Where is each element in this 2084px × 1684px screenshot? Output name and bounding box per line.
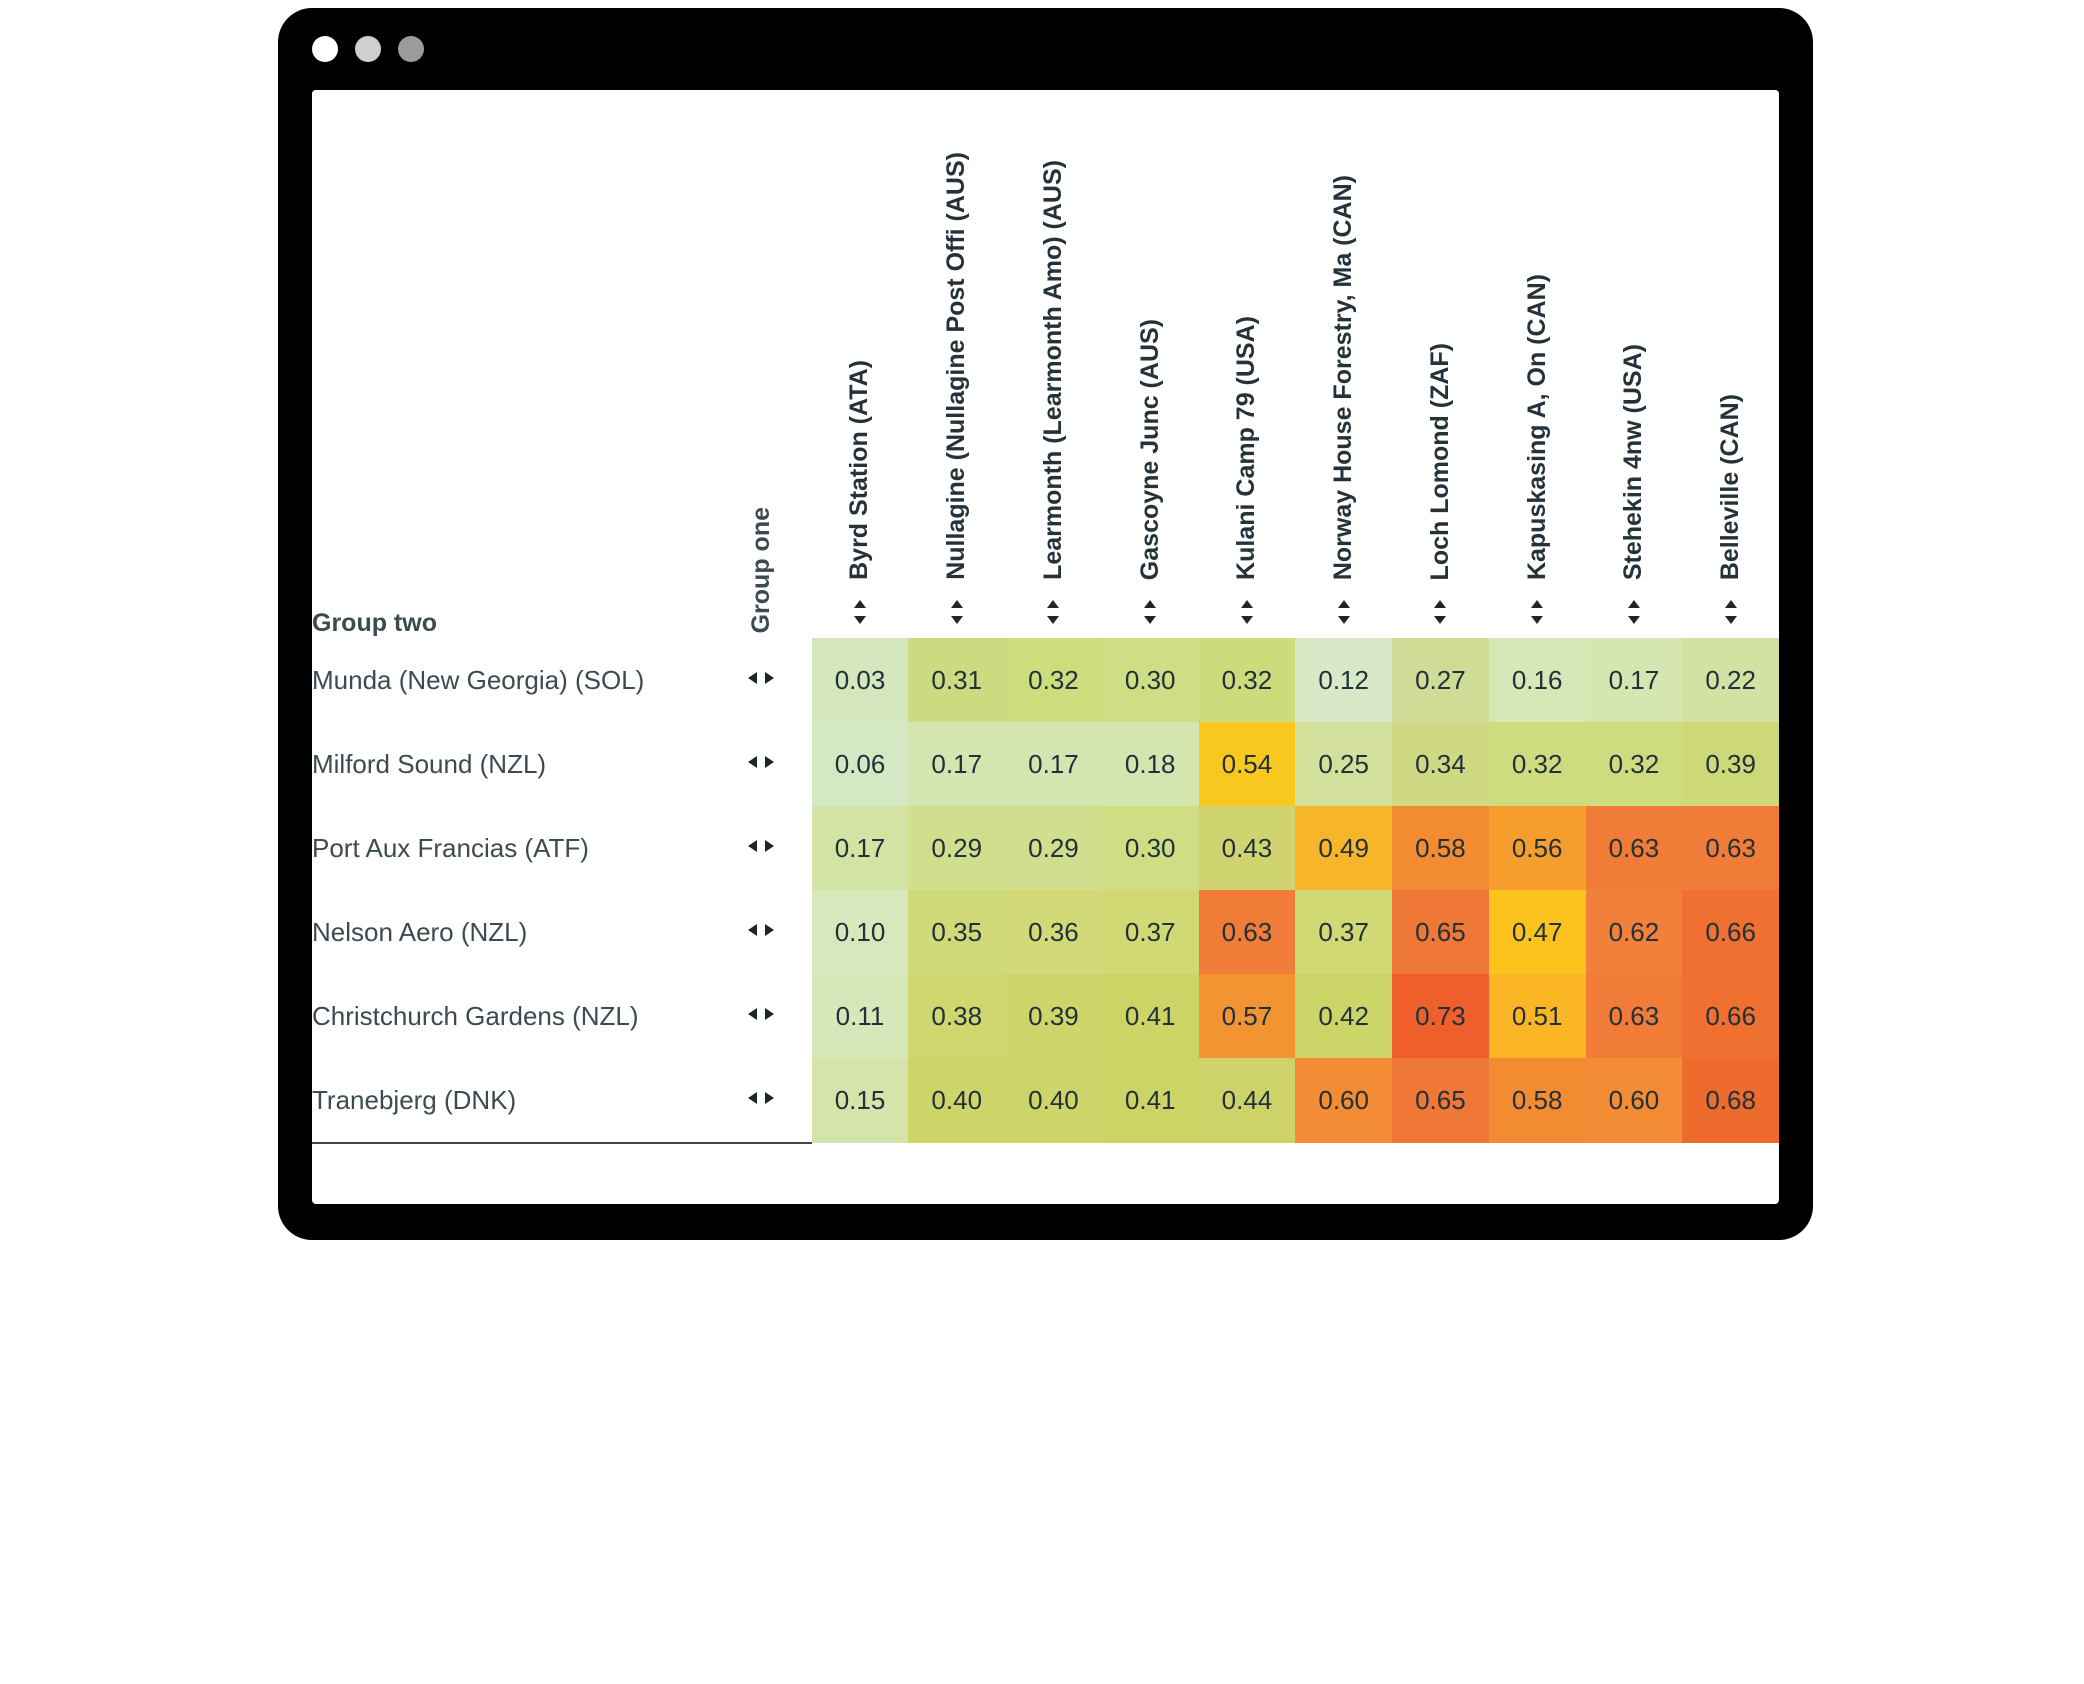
heatmap-cell[interactable]: 0.63 bbox=[1586, 806, 1683, 890]
heatmap-cell[interactable]: 0.32 bbox=[1199, 638, 1296, 722]
heatmap-cell[interactable]: 0.37 bbox=[1295, 890, 1392, 974]
heatmap-cell[interactable]: 0.30 bbox=[1102, 638, 1199, 722]
maximize-icon[interactable] bbox=[398, 36, 424, 62]
heatmap-cell[interactable]: 0.17 bbox=[812, 806, 909, 890]
heatmap-cell[interactable]: 0.17 bbox=[908, 722, 1005, 806]
heatmap-cell[interactable]: 0.17 bbox=[1586, 638, 1683, 722]
heatmap-cell[interactable]: 0.41 bbox=[1102, 974, 1199, 1058]
column-header[interactable] bbox=[1102, 90, 1199, 638]
close-icon[interactable] bbox=[312, 36, 338, 62]
column-header[interactable] bbox=[1586, 90, 1683, 638]
column-header-label: Norway House Forestry, Ma (CAN) bbox=[1329, 174, 1358, 580]
group-one-header bbox=[711, 90, 812, 638]
heatmap-cell[interactable]: 0.41 bbox=[1102, 1058, 1199, 1143]
heatmap-cell[interactable]: 0.11 bbox=[812, 974, 909, 1058]
sort-updown-icon[interactable] bbox=[1334, 598, 1354, 624]
heatmap-cell[interactable]: 0.32 bbox=[1489, 722, 1586, 806]
sort-updown-icon[interactable] bbox=[1624, 598, 1644, 624]
heatmap-cell[interactable]: 0.16 bbox=[1489, 638, 1586, 722]
table-row bbox=[312, 638, 1779, 722]
heatmap-cell[interactable]: 0.60 bbox=[1295, 1058, 1392, 1143]
column-header-label: Gascoyne Junc (AUS) bbox=[1135, 318, 1164, 580]
column-header-label: Nullagine (Nullagine Post Offi (AUS) bbox=[942, 152, 971, 580]
table-header-row bbox=[312, 90, 1779, 638]
column-header-label: Learmonth (Learmonth Amo) (AUS) bbox=[1038, 160, 1067, 580]
column-header[interactable] bbox=[1005, 90, 1102, 638]
heatmap-cell[interactable]: 0.30 bbox=[1102, 806, 1199, 890]
heatmap-cell[interactable]: 0.60 bbox=[1586, 1058, 1683, 1143]
row-sort-handle[interactable] bbox=[711, 806, 812, 890]
row-header-label[interactable]: Port Aux Francias (ATF) bbox=[312, 806, 711, 890]
heatmap-cell[interactable]: 0.31 bbox=[908, 638, 1005, 722]
sort-updown-icon[interactable] bbox=[850, 598, 870, 624]
group-one-label: Group one bbox=[746, 506, 775, 633]
column-header[interactable] bbox=[1489, 90, 1586, 638]
heatmap-table-container bbox=[312, 90, 1779, 1204]
row-sort-handle[interactable] bbox=[711, 722, 812, 806]
heatmap-cell[interactable]: 0.65 bbox=[1392, 1058, 1489, 1143]
heatmap-cell[interactable]: 0.54 bbox=[1199, 722, 1296, 806]
column-header-label: Byrd Station (ATA) bbox=[845, 360, 874, 580]
heatmap-cell[interactable]: 0.43 bbox=[1199, 806, 1296, 890]
row-header-label[interactable]: Nelson Aero (NZL) bbox=[312, 890, 711, 974]
heatmap-cell[interactable]: 0.25 bbox=[1295, 722, 1392, 806]
column-header-label: Belleville (CAN) bbox=[1716, 393, 1745, 580]
heatmap-cell[interactable]: 0.18 bbox=[1102, 722, 1199, 806]
heatmap-cell[interactable]: 0.65 bbox=[1392, 890, 1489, 974]
heatmap-cell[interactable]: 0.58 bbox=[1392, 806, 1489, 890]
heatmap-cell[interactable]: 0.12 bbox=[1295, 638, 1392, 722]
table-row bbox=[312, 722, 1779, 806]
heatmap-cell[interactable]: 0.57 bbox=[1199, 974, 1296, 1058]
heatmap-cell[interactable]: 0.06 bbox=[812, 722, 909, 806]
row-header-label[interactable]: Tranebjerg (DNK) bbox=[312, 1058, 711, 1143]
heatmap-cell[interactable]: 0.66 bbox=[1682, 890, 1779, 974]
minimize-icon[interactable] bbox=[355, 36, 381, 62]
column-header[interactable] bbox=[1392, 90, 1489, 638]
heatmap-cell[interactable]: 0.66 bbox=[1682, 974, 1779, 1058]
heatmap-cell[interactable]: 0.63 bbox=[1682, 806, 1779, 890]
heatmap-cell[interactable]: 0.73 bbox=[1392, 974, 1489, 1058]
heatmap-table bbox=[312, 90, 1779, 1144]
heatmap-cell[interactable]: 0.68 bbox=[1682, 1058, 1779, 1143]
sort-updown-icon[interactable] bbox=[1721, 598, 1741, 624]
heatmap-cell[interactable]: 0.15 bbox=[812, 1058, 909, 1143]
heatmap-cell[interactable]: 0.39 bbox=[1682, 722, 1779, 806]
heatmap-cell[interactable]: 0.10 bbox=[812, 890, 909, 974]
heatmap-cell[interactable]: 0.34 bbox=[1392, 722, 1489, 806]
heatmap-cell[interactable]: 0.56 bbox=[1489, 806, 1586, 890]
window-titlebar bbox=[278, 8, 1813, 90]
row-group-header bbox=[312, 90, 711, 638]
column-header[interactable] bbox=[1199, 90, 1296, 638]
table-row bbox=[312, 974, 1779, 1058]
heatmap-cell[interactable]: 0.37 bbox=[1102, 890, 1199, 974]
sort-updown-icon[interactable] bbox=[947, 598, 967, 624]
row-sort-handle[interactable] bbox=[711, 890, 812, 974]
table-row bbox=[312, 890, 1779, 974]
sort-updown-icon[interactable] bbox=[1043, 598, 1063, 624]
column-header-label: Stehekin 4nw (USA) bbox=[1619, 343, 1648, 580]
row-sort-handle[interactable] bbox=[711, 638, 812, 722]
column-header-label: Kulani Camp 79 (USA) bbox=[1232, 316, 1261, 580]
column-header[interactable] bbox=[812, 90, 909, 638]
heatmap-cell[interactable]: 0.51 bbox=[1489, 974, 1586, 1058]
table-row bbox=[312, 806, 1779, 890]
row-header-label[interactable]: Milford Sound (NZL) bbox=[312, 722, 711, 806]
heatmap-cell[interactable]: 0.63 bbox=[1586, 974, 1683, 1058]
row-header-label[interactable]: Christchurch Gardens (NZL) bbox=[312, 974, 711, 1058]
row-header-label[interactable]: Munda (New Georgia) (SOL) bbox=[312, 638, 711, 722]
heatmap-cell[interactable]: 0.44 bbox=[1199, 1058, 1296, 1143]
group-two-label: Group two bbox=[312, 609, 437, 637]
heatmap-cell[interactable]: 0.40 bbox=[908, 1058, 1005, 1143]
column-header[interactable] bbox=[908, 90, 1005, 638]
heatmap-cell[interactable]: 0.35 bbox=[908, 890, 1005, 974]
row-sort-handle[interactable] bbox=[711, 1058, 812, 1143]
heatmap-cell[interactable]: 0.22 bbox=[1682, 638, 1779, 722]
column-header-label: Kapuskasing A, On (CAN) bbox=[1522, 273, 1551, 580]
heatmap-cell[interactable]: 0.03 bbox=[812, 638, 909, 722]
heatmap-cell[interactable]: 0.39 bbox=[1005, 974, 1102, 1058]
sort-updown-icon[interactable] bbox=[1140, 598, 1160, 624]
heatmap-cell[interactable]: 0.32 bbox=[1586, 722, 1683, 806]
heatmap-cell[interactable]: 0.42 bbox=[1295, 974, 1392, 1058]
heatmap-cell[interactable]: 0.47 bbox=[1489, 890, 1586, 974]
heatmap-cell[interactable]: 0.29 bbox=[1005, 806, 1102, 890]
sort-updown-icon[interactable] bbox=[1430, 598, 1450, 624]
column-header[interactable] bbox=[1295, 90, 1392, 638]
column-header[interactable] bbox=[1682, 90, 1779, 638]
heatmap-cell[interactable]: 0.38 bbox=[908, 974, 1005, 1058]
row-sort-handle[interactable] bbox=[711, 974, 812, 1058]
sort-updown-icon[interactable] bbox=[1527, 598, 1547, 624]
column-header-label: Loch Lomond (ZAF) bbox=[1425, 342, 1454, 580]
heatmap-cell[interactable]: 0.49 bbox=[1295, 806, 1392, 890]
table-body bbox=[312, 638, 1779, 1143]
table-row bbox=[312, 1058, 1779, 1143]
heatmap-cell[interactable]: 0.62 bbox=[1586, 890, 1683, 974]
heatmap-cell[interactable]: 0.27 bbox=[1392, 638, 1489, 722]
heatmap-cell[interactable]: 0.58 bbox=[1489, 1058, 1586, 1143]
heatmap-cell[interactable]: 0.17 bbox=[1005, 722, 1102, 806]
heatmap-cell[interactable]: 0.29 bbox=[908, 806, 1005, 890]
sort-updown-icon[interactable] bbox=[1237, 598, 1257, 624]
heatmap-cell[interactable]: 0.40 bbox=[1005, 1058, 1102, 1143]
heatmap-cell[interactable]: 0.36 bbox=[1005, 890, 1102, 974]
heatmap-cell[interactable]: 0.32 bbox=[1005, 638, 1102, 722]
heatmap-cell[interactable]: 0.63 bbox=[1199, 890, 1296, 974]
app-window bbox=[278, 8, 1813, 1240]
